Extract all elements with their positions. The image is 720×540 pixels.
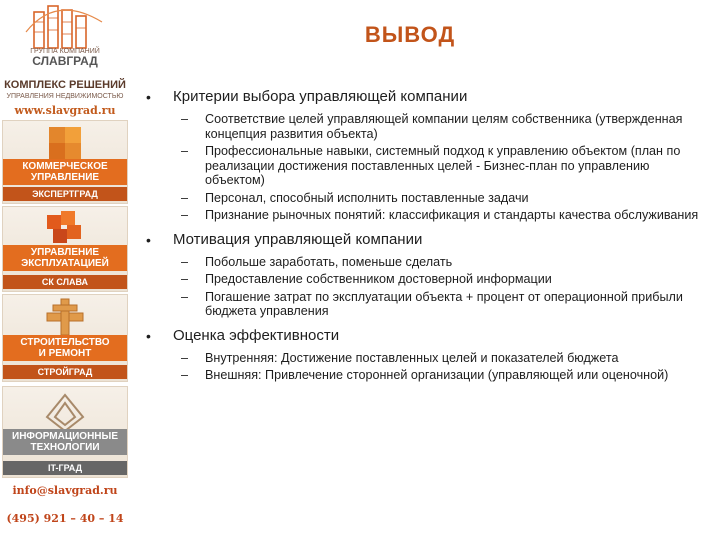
list-item: – Персонал, способный исполнить поставленные задачи bbox=[181, 190, 529, 205]
phone-number: (495) 921 – 40 – 14 bbox=[6, 512, 124, 525]
complex-subtitle: УПРАВЛЕНИЯ НЕДВИЖИМОСТЬЮ bbox=[6, 93, 124, 100]
list-item: – Предоставление собственником достоверной информации bbox=[181, 272, 552, 286]
tile-label: УПРАВЛЕНИЕ ЭКСПЛУАТАЦИЕЙ bbox=[3, 245, 127, 271]
page-title: ВЫВОД bbox=[364, 22, 456, 47]
list-item: – Побольше заработать, поменьше сделать bbox=[181, 254, 453, 269]
tile-strip: ЭКСПЕРТГРАД bbox=[3, 187, 127, 201]
tile-strip: СК СЛАВА bbox=[3, 275, 127, 289]
tile-label: ИНФОРМАЦИОННЫЕ ТЕХНОЛОГИИ bbox=[3, 429, 127, 455]
tile-label: СТРОИТЕЛЬСТВО И РЕМОНТ bbox=[3, 335, 127, 361]
section-motivation bbox=[146, 231, 706, 319]
list-item: – Профессиональные навыки, системный подход к управлению объектом (план по реализации достижения поставленных целей - Бизнес-план по управлению объектом) bbox=[181, 144, 681, 187]
tile-commercial[interactable] bbox=[2, 120, 128, 204]
tile-it[interactable] bbox=[2, 386, 128, 478]
brand-small: ГРУППА КОМПАНИЙ bbox=[30, 48, 100, 55]
sidebar bbox=[0, 0, 130, 540]
list-item: – Признание рыночных понятий: классификация и стандарты качества обслуживания bbox=[181, 208, 699, 222]
site-link[interactable]: www.slavgrad.ru bbox=[14, 104, 116, 117]
tile-label: КОММЕРЧЕСКОЕ УПРАВЛЕНИЕ bbox=[3, 159, 127, 185]
section-heading: • Мотивация управляющей компании bbox=[146, 230, 423, 248]
tile-strip: СТРОЙГРАД bbox=[3, 365, 127, 379]
bullet-icon: • bbox=[146, 231, 151, 248]
tile-operation[interactable] bbox=[2, 206, 128, 292]
section-heading: • Критерии выбора управляющей компании bbox=[146, 88, 468, 105]
section-criteria bbox=[146, 88, 706, 223]
bullet-icon: • bbox=[146, 89, 151, 105]
list-item: – Внешняя: Привлечение сторонней организации (управляющей или оценочной) bbox=[181, 368, 669, 382]
tile-strip: IT-ГРАД bbox=[3, 461, 127, 475]
list-item: – Погашение затрат по эксплуатации объекта + процент от операционной прибыли бюджета управления bbox=[181, 289, 683, 318]
complex-title: КОМПЛЕКС РЕШЕНИЙ bbox=[4, 79, 126, 91]
email-link[interactable]: info@slavgrad.ru bbox=[12, 484, 118, 497]
bullet-icon: • bbox=[146, 327, 151, 344]
tile-construction[interactable] bbox=[2, 294, 128, 382]
section-heading: • Оценка эффективности bbox=[146, 326, 340, 344]
list-item: – Соответствие целей управляющей компании целям собственника (утвержденная концепция развития объекта) bbox=[181, 112, 683, 141]
content bbox=[146, 88, 706, 391]
brand-name: СЛАВГРАД bbox=[32, 54, 98, 68]
list-item: – Внутренняя: Достижение поставленных целей и показателей бюджета bbox=[181, 350, 619, 365]
section-evaluation bbox=[146, 327, 706, 383]
